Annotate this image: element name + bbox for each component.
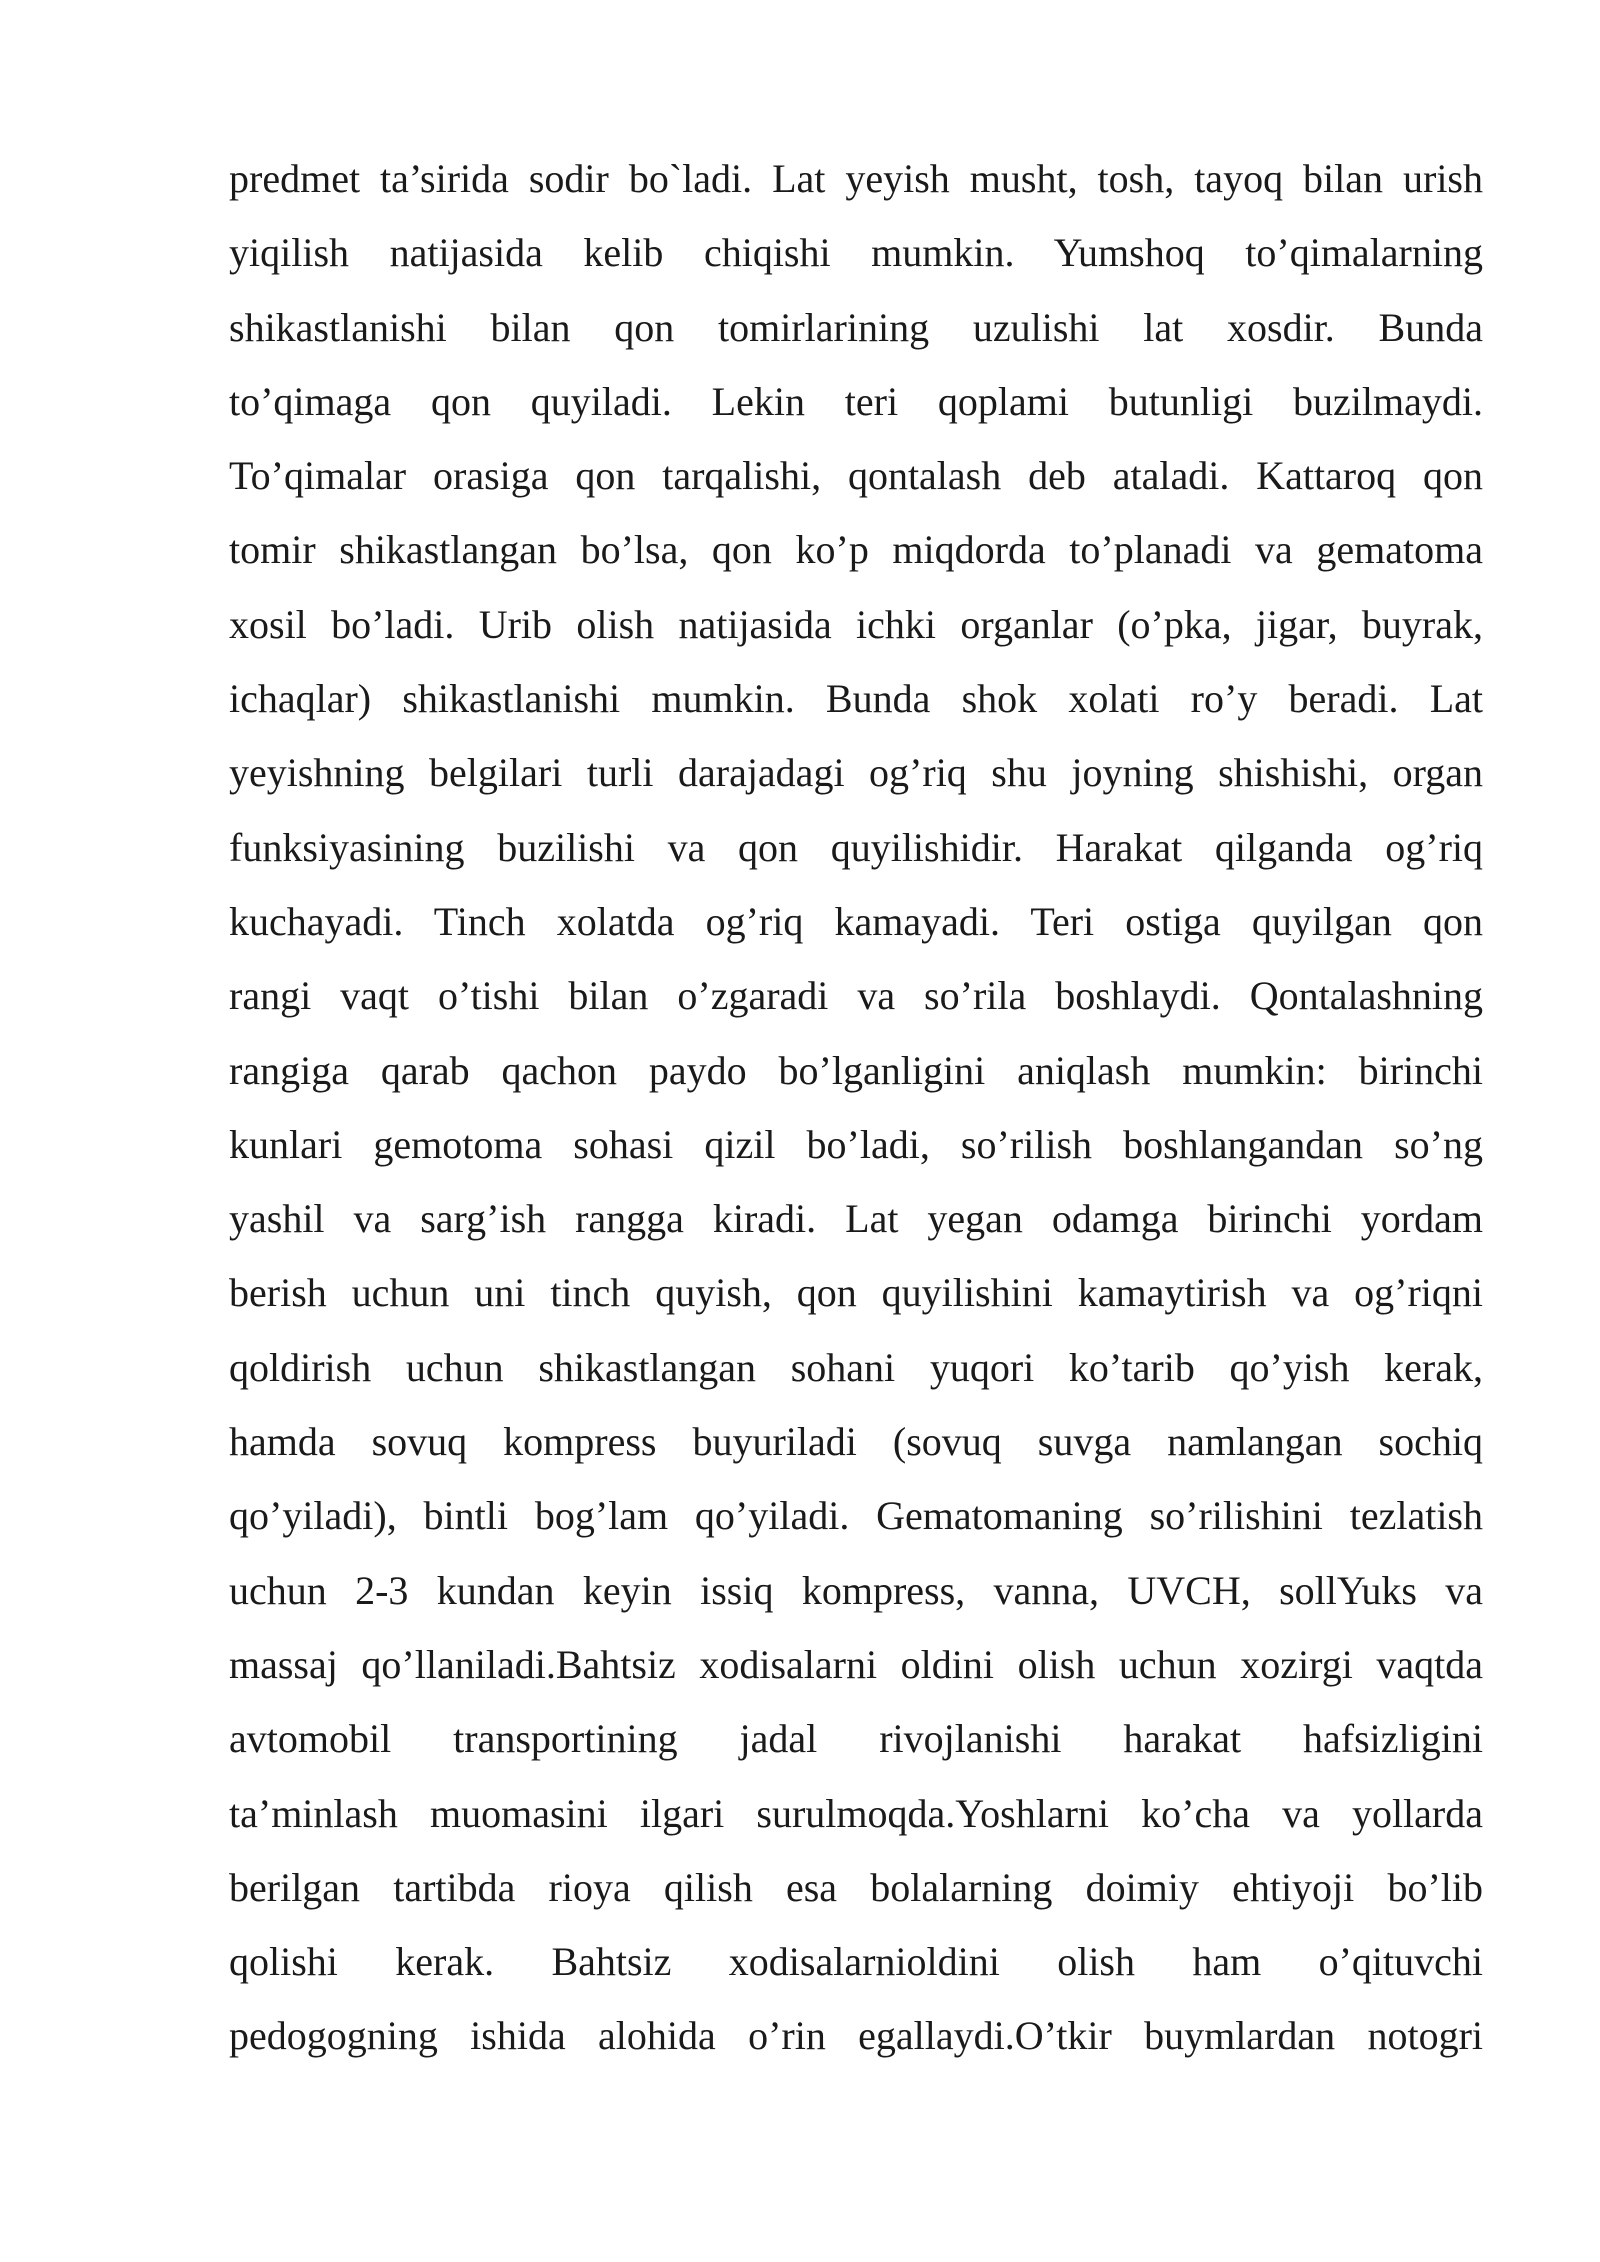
paragraph-line: berilgan tartibda rioya qilish esa bolalarning doimiy ehtiyoji bo’lib	[229, 1864, 1483, 1910]
paragraph-line: ichaqlar) shikastlanishi mumkin. Bunda shok xolati ro’y beradi. Lat	[229, 676, 1483, 722]
paragraph-line: massaj qo’llaniladi.Bahtsiz xodisalarni oldini olish uchun xozirgi vaqtda	[229, 1641, 1483, 1687]
paragraph-line: berish uchun uni tinch quyish, qon quyilishini kamaytirish va og’riqni	[229, 1270, 1483, 1316]
paragraph-line: to’qimaga qon quyiladi. Lekin teri qoplami butunligi buzilmaydi.	[229, 378, 1483, 424]
paragraph-line: pedogogning ishida alohida o’rin egallaydi.O’tkir buymlardan notogri	[229, 2013, 1483, 2059]
paragraph-line: shikastlanishi bilan qon tomirlarining uzulishi lat xosdir. Bunda	[229, 304, 1483, 350]
paragraph-line: yiqilish natijasida kelib chiqishi mumkin. Yumshoq to’qimalarning	[229, 230, 1483, 276]
paragraph-line: qoldirish uchun shikastlangan sohani yuqori ko’tarib qo’yish kerak,	[229, 1344, 1483, 1390]
paragraph-line: To’qimalar orasiga qon tarqalishi, qontalash deb ataladi. Kattaroq qon	[229, 453, 1483, 499]
paragraph-line: tomir shikastlangan bo’lsa, qon ko’p miqdorda to’planadi va gematoma	[229, 527, 1483, 573]
body-paragraph	[229, 142, 1483, 2074]
paragraph-line: rangi vaqt o’tishi bilan o’zgaradi va so’rila boshlaydi. Qontalashning	[229, 973, 1483, 1019]
paragraph-line: qo’yiladi), bintli bog’lam qo’yiladi. Gematomaning so’rilishini tezlatish	[229, 1493, 1483, 1539]
paragraph-line: funksiyasining buzilishi va qon quyilishidir. Harakat qilganda og’riq	[229, 824, 1483, 870]
paragraph-line: avtomobil transportining jadal rivojlanishi harakat hafsizligini	[229, 1716, 1483, 1762]
paragraph-line: uchun 2-3 kundan keyin issiq kompress, vanna, UVCH, sollYuks va	[229, 1567, 1483, 1613]
paragraph-line: predmet ta’sirida sodir bo`ladi. Lat yeyish musht, tosh, tayoq bilan urish	[229, 156, 1483, 201]
paragraph-line: xosil bo’ladi. Urib olish natijasida ichki organlar (o’pka, jigar, buyrak,	[229, 601, 1483, 647]
paragraph-line: rangiga qarab qachon paydo bo’lganligini aniqlash mumkin: birinchi	[229, 1047, 1483, 1093]
paragraph-line: qolishi kerak. Bahtsiz xodisalarnioldini olish ham o’qituvchi	[229, 1939, 1483, 1985]
paragraph-line: hamda sovuq kompress buyuriladi (sovuq suvga namlangan sochiq	[229, 1419, 1483, 1465]
paragraph-line: kunlari gemotoma sohasi qizil bo’ladi, so’rilish boshlangandan so’ng	[229, 1121, 1483, 1167]
paragraph-line: yashil va sarg’ish rangga kiradi. Lat yegan odamga birinchi yordam	[229, 1196, 1483, 1242]
paragraph-line: yeyishning belgilari turli darajadagi og’riq shu joyning shishishi, organ	[229, 750, 1483, 796]
paragraph-line: ta’minlash muomasini ilgari surulmoqda.Yoshlarni ko’cha va yollarda	[229, 1790, 1483, 1836]
paragraph-line: kuchayadi. Tinch xolatda og’riq kamayadi. Teri ostiga quyilgan qon	[229, 898, 1483, 944]
